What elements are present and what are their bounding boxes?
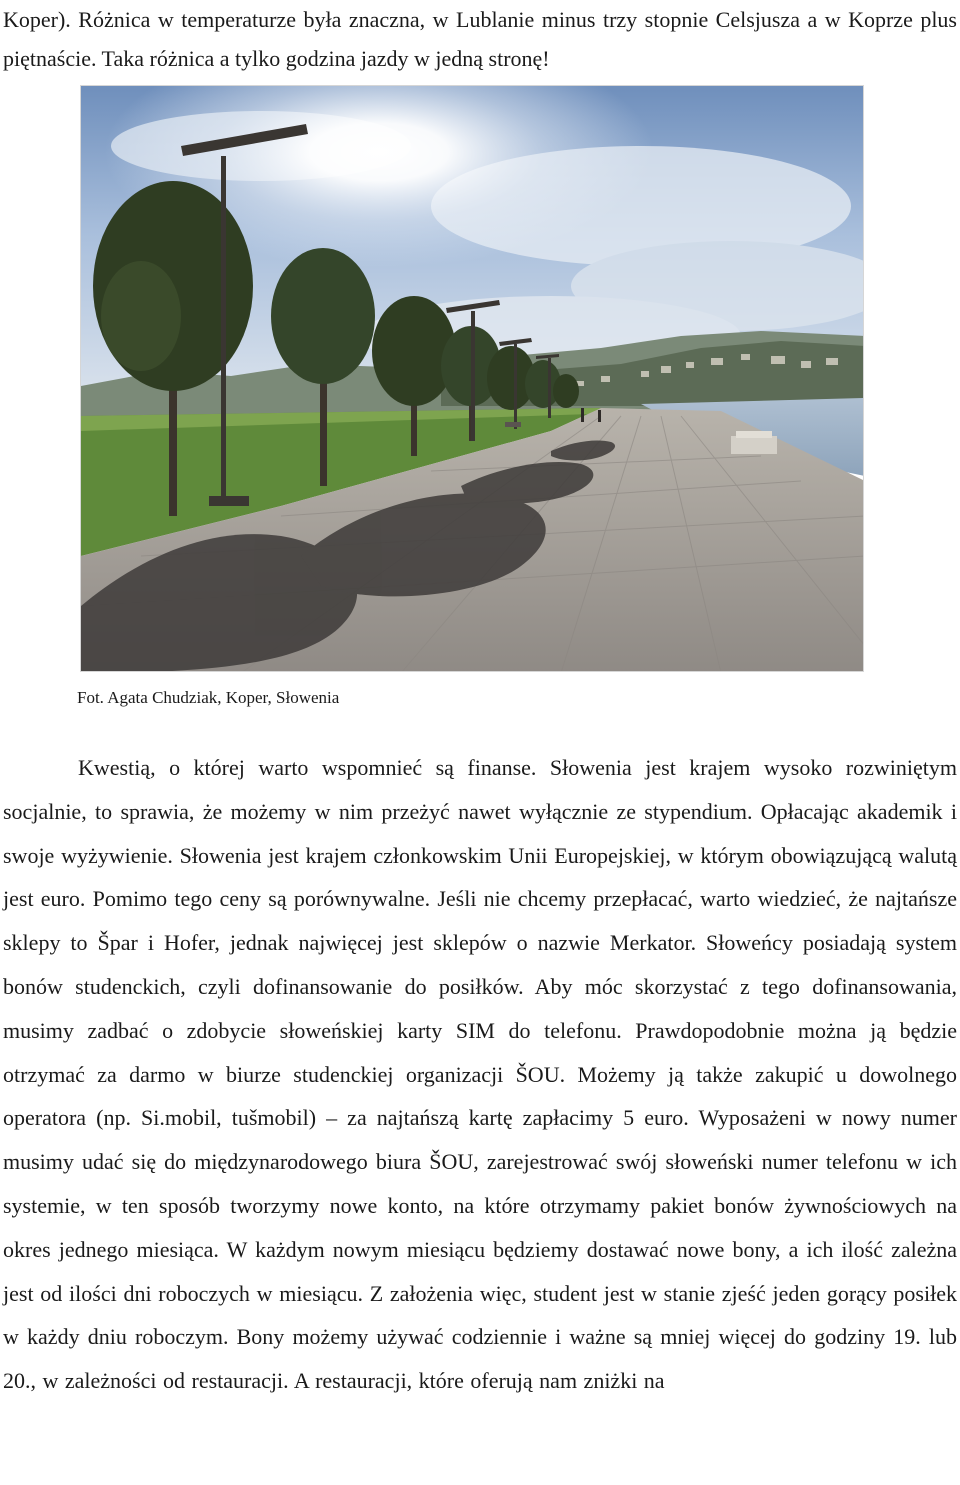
- top-paragraph: [3, 0, 957, 78]
- photo-caption: Fot. Agata Chudziak, Koper, Słowenia: [77, 688, 340, 707]
- stone-bench: [731, 436, 777, 454]
- main-paragraph: Kwestią, o której warto wspomnieć są finanse. Słowenia jest krajem wysoko rozwiniętym socjalnie, to sprawia, że możemy w nim przeżyć nawet wyłącznie ze stypendium. Opłacając akademik i swoje wyżywienie. Słowenia jest krajem członkowskim Unii Europejskiej, w którym obowiązującą walutą jest euro. Pomimo tego ceny są porównywalne. Jeśli nie chcemy przepłacać, warto wiedzieć, że najtańsze sklepy to Špar i Hofer, jednak najwięcej jest sklepów o nazwie Merkator. Słoweńcy posiadają system bonów studenckich, czyli dofinansowanie do posiłków. Aby móc skorzystać z tego dofinansowania, musimy zadbać o zdobycie słoweńskiej karty SIM do telefonu. Prawdopodobnie można ją będzie otrzymać za darmo w biurze studenckiej organizacji ŠOU. Możemy ją także zakupić u dowolnego operatora (np. Si.mobil, tušmobil) – za najtańszą kartę zapłacimy 5 euro. Wyposażeni w nowy numer musimy udać się do międzynarodowego biura ŠOU, zarejestrować swój słoweński numer telefonu w ich systemie, w ten sposób tworzymy nowe konto, na które otrzymamy pakiet bonów żywnościowych na okres jednego miesiąca. W każdym nowym miesiącu będziemy dostawać nowe bony, a ich ilość zależna jest od ilości dni roboczych w miesiącu. Z założenia więc, student jest w stanie zjeść jeden gorący posiłek w każdy dniu roboczym. Bony możemy używać codziennie i ważne są mniej więcej do godziny 19. lub 20., w zależności od restauracji. A restauracji, które oferują nam zniżki na: [3, 755, 957, 1394]
- promenade-photo: [80, 85, 864, 672]
- promenade-photo-illustration: [81, 86, 864, 672]
- top-paragraph-text: Koper). Różnica w temperaturze była znaczna, w Lublanie minus trzy stopnie Celsjusza a w Koprze plus piętnaście. Taka różnica a tylko godzina jazdy w jedną stronę!: [3, 7, 957, 71]
